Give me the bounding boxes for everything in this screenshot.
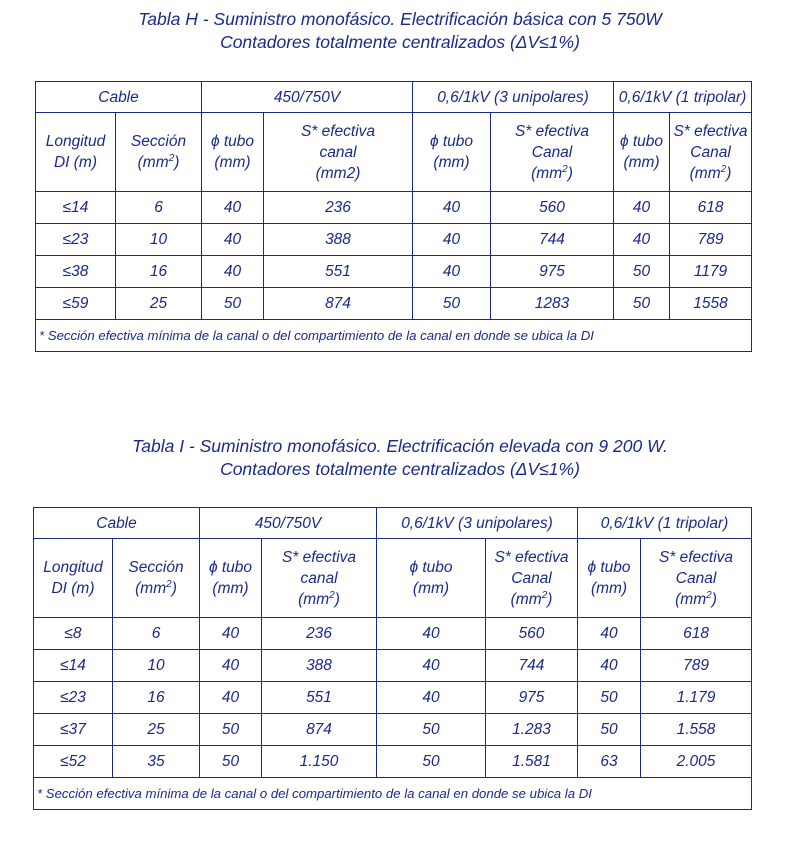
cell: 40 [413, 256, 491, 288]
table-h [35, 81, 752, 352]
cell: 2.005 [641, 746, 752, 778]
cell: ≤14 [36, 192, 116, 224]
cell: 40 [200, 618, 262, 650]
cell: 40 [377, 618, 486, 650]
cell: 1.179 [641, 682, 752, 714]
group-header-3-unipolares: 0,6/1kV (3 unipolares) [413, 82, 614, 113]
col-header-tubo-450: ϕ tubo (mm) [202, 113, 264, 192]
col-header-tubo-450: ϕ tubo (mm) [200, 539, 262, 618]
table-h-title-line1: Tabla H - Suministro monofásico. Electrificación básica con 5 750W [138, 9, 662, 29]
table-row [34, 746, 752, 778]
cell: ≤14 [34, 650, 113, 682]
col-header-tubo-tripolar: ϕ tubo (mm) [614, 113, 670, 192]
cell: 40 [614, 192, 670, 224]
cell: ≤59 [36, 288, 116, 320]
cell: ≤8 [34, 618, 113, 650]
cell: 40 [413, 224, 491, 256]
table-i-footnote: * Sección efectiva mínima de la canal o del compartimiento de la canal en donde se ubica la DI [34, 778, 752, 810]
cell: 40 [614, 224, 670, 256]
cell: 1.283 [486, 714, 578, 746]
table-row [36, 256, 752, 288]
cell: 6 [116, 192, 202, 224]
table-i-title-line1: Tabla I - Suministro monofásico. Electrificación elevada con 9 200 W. [132, 436, 668, 456]
cell: 975 [486, 682, 578, 714]
cell: 10 [116, 224, 202, 256]
col-header-sef-tripolar: S* efectiva Canal $(mm^2)$ [670, 113, 752, 192]
cell: 50 [578, 714, 641, 746]
col-header-sef-450: S* efectiva canal (mm2) [264, 113, 413, 192]
group-header-450-750v: 450/750V [200, 508, 377, 539]
cell: 50 [202, 288, 264, 320]
cell: 1179 [670, 256, 752, 288]
cell: 789 [641, 650, 752, 682]
cell: 1.150 [262, 746, 377, 778]
cell: 789 [670, 224, 752, 256]
table-row [36, 288, 752, 320]
group-header-1-tripolar: 0,6/1kV (1 tripolar) [614, 82, 752, 113]
cell: 50 [578, 682, 641, 714]
table-i [33, 507, 752, 810]
table-row [36, 224, 752, 256]
cell: 560 [491, 192, 614, 224]
table-h-title [0, 8, 800, 54]
cell: 50 [377, 714, 486, 746]
cell: 40 [202, 256, 264, 288]
cell: 1.581 [486, 746, 578, 778]
col-header-sef-tripolar: S* efectiva Canal $(mm^2)$ [641, 539, 752, 618]
cell: 388 [262, 650, 377, 682]
col-header-tubo-tripolar: ϕ tubo (mm) [578, 539, 641, 618]
table-row [34, 650, 752, 682]
table-i-title [0, 435, 800, 481]
cell: 40 [578, 618, 641, 650]
table-row [34, 714, 752, 746]
cell: 50 [200, 714, 262, 746]
table-h-title-line2: Contadores totalmente centralizados (ΔV≤1%) [220, 32, 580, 52]
group-header-cable: Cable [34, 508, 200, 539]
cell: ≤23 [34, 682, 113, 714]
col-header-seccion: Sección $(mm^2)$ [113, 539, 200, 618]
cell: 35 [113, 746, 200, 778]
table-h-footnote: * Sección efectiva mínima de la canal o del compartimiento de la canal en donde se ubica la DI [36, 320, 752, 352]
cell: 40 [200, 682, 262, 714]
cell: 40 [377, 650, 486, 682]
cell: 16 [116, 256, 202, 288]
col-header-tubo-unipolares: ϕ tubo (mm) [413, 113, 491, 192]
cell: ≤23 [36, 224, 116, 256]
cell: ≤52 [34, 746, 113, 778]
cell: 50 [377, 746, 486, 778]
cell: 40 [200, 650, 262, 682]
cell: 50 [413, 288, 491, 320]
cell: 236 [264, 192, 413, 224]
cell: 25 [116, 288, 202, 320]
cell: 874 [264, 288, 413, 320]
table-row [34, 618, 752, 650]
table-i-title-line2: Contadores totalmente centralizados (ΔV≤1%) [220, 459, 580, 479]
cell: 618 [641, 618, 752, 650]
col-header-sef-unipolares: S* efectiva Canal $(mm^2)$ [491, 113, 614, 192]
cell: 551 [264, 256, 413, 288]
cell: 40 [202, 224, 264, 256]
group-header-3-unipolares: 0,6/1kV (3 unipolares) [377, 508, 578, 539]
cell: 25 [113, 714, 200, 746]
cell: 551 [262, 682, 377, 714]
table-row [36, 192, 752, 224]
col-header-sef-450: S* efectiva canal $(mm^2)$ [262, 539, 377, 618]
table-row [34, 682, 752, 714]
cell: 40 [377, 682, 486, 714]
cell: 744 [486, 650, 578, 682]
cell: 1283 [491, 288, 614, 320]
col-header-longitud: Longitud DI (m) [36, 113, 116, 192]
cell: 10 [113, 650, 200, 682]
cell: 40 [578, 650, 641, 682]
col-header-longitud: Longitud DI (m) [34, 539, 113, 618]
cell: 560 [486, 618, 578, 650]
cell: 16 [113, 682, 200, 714]
cell: ≤37 [34, 714, 113, 746]
cell: 6 [113, 618, 200, 650]
cell: 40 [413, 192, 491, 224]
cell: 50 [614, 256, 670, 288]
cell: 388 [264, 224, 413, 256]
cell: 50 [614, 288, 670, 320]
cell: 874 [262, 714, 377, 746]
cell: 40 [202, 192, 264, 224]
cell: 1558 [670, 288, 752, 320]
group-header-1-tripolar: 0,6/1kV (1 tripolar) [578, 508, 752, 539]
col-header-seccion: Sección $(mm^2)$ [116, 113, 202, 192]
cell: 50 [200, 746, 262, 778]
cell: 63 [578, 746, 641, 778]
cell: 1.558 [641, 714, 752, 746]
cell: 975 [491, 256, 614, 288]
cell: 744 [491, 224, 614, 256]
col-header-tubo-unipolares: ϕ tubo (mm) [377, 539, 486, 618]
col-header-sef-unipolares: S* efectiva Canal $(mm^2)$ [486, 539, 578, 618]
cell: 236 [262, 618, 377, 650]
cell: 618 [670, 192, 752, 224]
group-header-cable: Cable [36, 82, 202, 113]
group-header-450-750v: 450/750V [202, 82, 413, 113]
cell: ≤38 [36, 256, 116, 288]
